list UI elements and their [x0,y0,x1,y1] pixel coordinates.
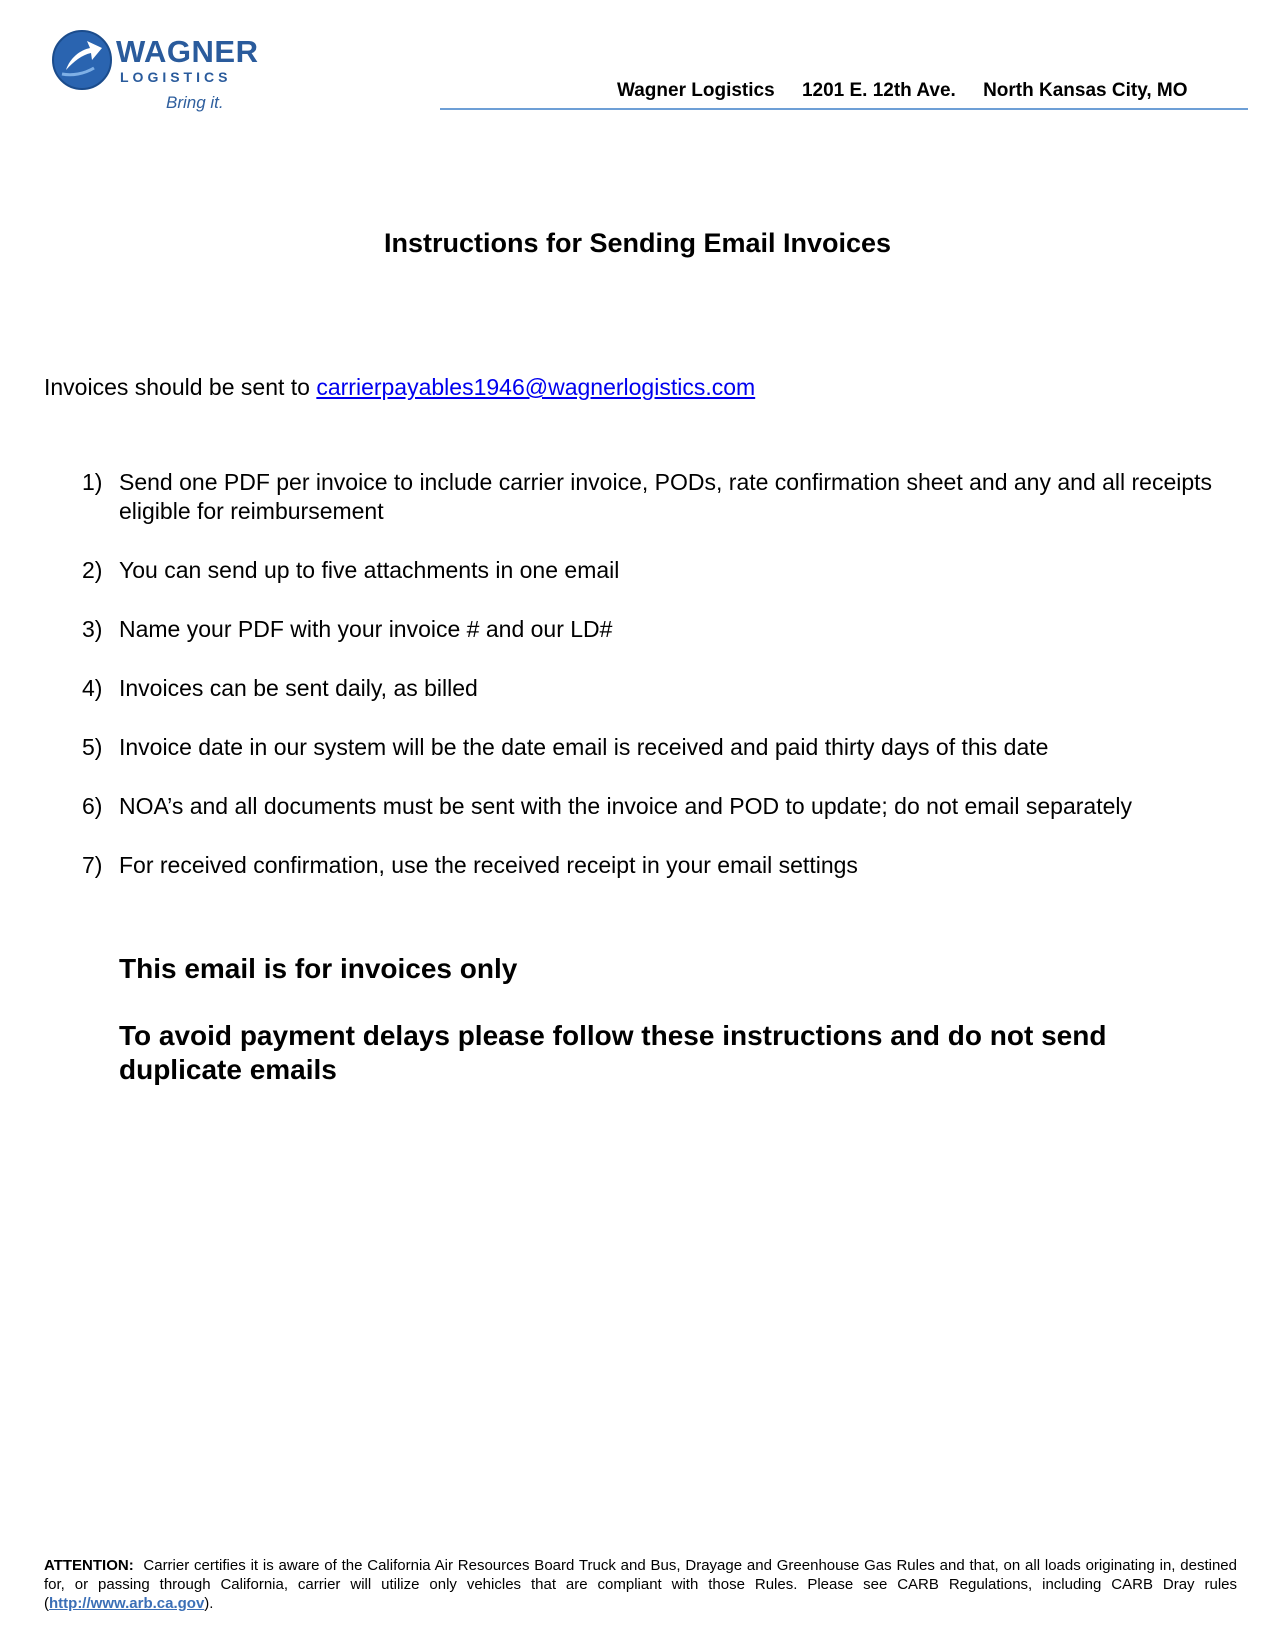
item-text: Name your PDF with your invoice # and our LD# [119,616,613,642]
attention-text: Carrier certifies it is aware of the California Air Resources Board Truck and Bus, Drayage and Greenhouse Gas Rules and that, on all loads originating in, destined for, or passing through California, carrier will utilize only vehicles that are compliant with those Rules. Please see CARB Regulations, including CARB Dray rules ( [44,1557,1237,1612]
item-text: Send one PDF per invoice to include carrier invoice, PODs, rate confirmation sheet and any and all receipts eligible for reimbursement [119,469,1213,524]
item-number: 4) [82,675,103,701]
attention-end: ). [204,1595,214,1612]
city-state: North Kansas City, MO [983,80,1188,101]
list-item [44,674,1234,703]
attention-label: ATTENTION: [44,1557,134,1574]
list-item [44,468,1234,526]
logo-wordmark: WAGNER [116,34,259,69]
list-item [44,556,1234,585]
item-number: 2) [82,557,103,583]
list-item [44,615,1234,644]
list-item [44,851,1234,880]
page-title: Instructions for Sending Email Invoices [383,228,892,258]
company-name: Wagner Logistics [617,80,775,101]
logo-subtitle: LOGISTICS [120,69,232,85]
street-address: 1201 E. 12th Ave. [801,80,956,101]
intro-line [44,374,755,401]
company-logo [44,28,259,116]
item-number: 7) [82,852,103,878]
invoice-email-link[interactable]: carrierpayables1946@wagnerlogistics.com [316,374,756,400]
item-text: Invoice date in our system will be the date email is received and paid thirty days of this date [119,734,1049,760]
item-number: 3) [82,616,103,642]
invoices-only-note: This email is for invoices only [119,953,518,984]
item-number: 5) [82,734,103,760]
header-divider [440,108,1248,110]
carb-attention-footer [44,1556,1237,1613]
company-address-header [617,80,1188,102]
item-number: 6) [82,793,103,819]
item-text: You can send up to five attachments in one email [119,557,620,583]
logo-tagline: Bring it. [166,93,224,112]
payment-delay-note: To avoid payment delays please follow these instructions and do not send duplicate emails [119,1020,1107,1085]
intro-text: Invoices should be sent to [44,374,317,400]
item-text: Invoices can be sent daily, as billed [119,675,478,701]
carb-link[interactable]: http://www.arb.ca.gov [49,1595,205,1612]
list-item [44,733,1234,762]
item-number: 1) [82,469,103,495]
item-text: NOA’s and all documents must be sent with the invoice and POD to update; do not email separately [119,793,1132,819]
list-item [44,792,1234,821]
item-text: For received confirmation, use the received receipt in your email settings [119,852,858,878]
swoosh-arrow-icon [50,28,114,92]
instruction-list [44,468,1234,910]
